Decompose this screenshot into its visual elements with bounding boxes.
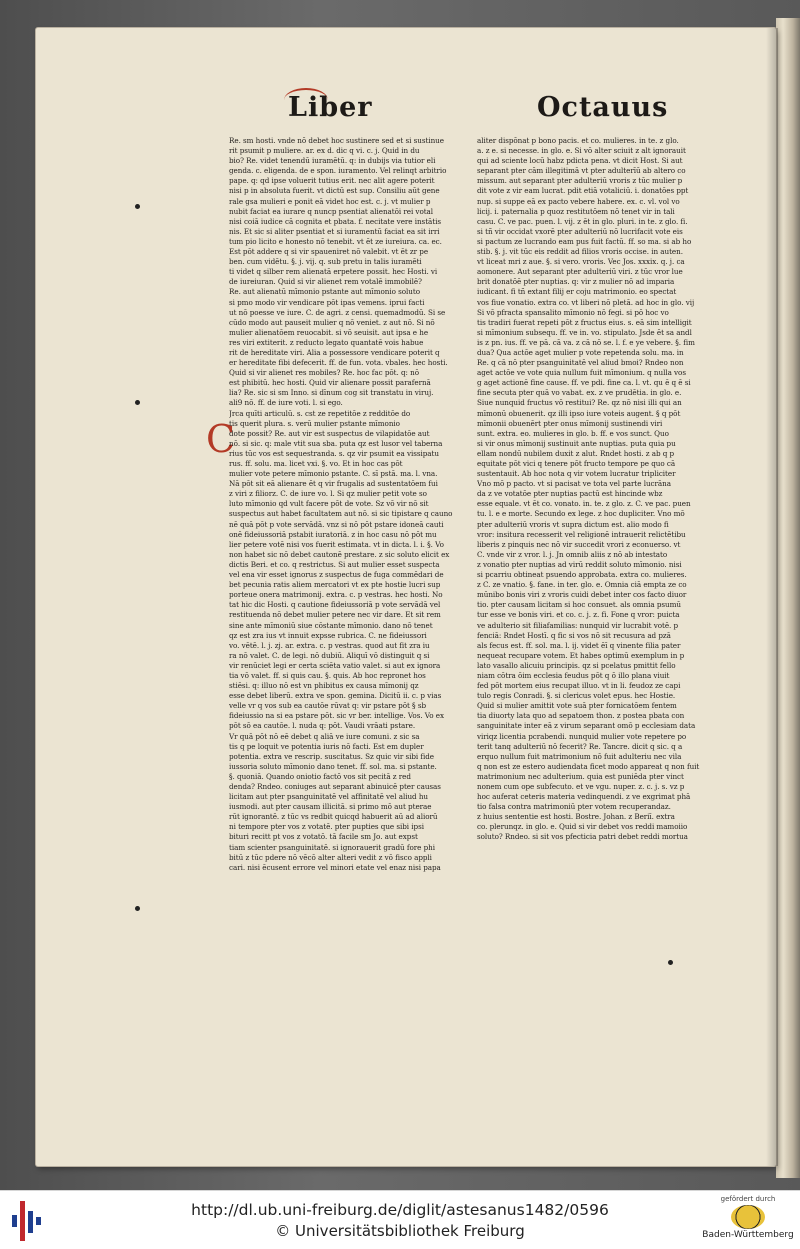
text-line: §. quoniā. Quando oniotio factō vos sit pecitā z red	[229, 771, 411, 781]
text-line: z viri z filiorz. C. de iure vo. l. Si qz mulier petit vote so	[229, 489, 427, 499]
sponsor-block	[702, 1195, 794, 1247]
text-column-right	[477, 136, 709, 843]
text-line: fed pōt mortem eius recupat illuo. vt in li. feudoz ze capi	[477, 681, 681, 691]
text-line: rit de hereditate viri. Alia a possessore vendicare poterit q	[229, 347, 440, 357]
text-line: a. z e. si necesse. in glo. e. Si vō alter sciuit z alt ignorauit	[477, 146, 686, 156]
text-column-left	[229, 136, 461, 873]
binding-hole	[668, 960, 673, 965]
text-line: iudicant. fi tñ extant filij er coju matrimonio. eo spectat	[477, 287, 677, 297]
text-line: nubit faciat ea iurare q nuncp psentiat alienatōi rei votal	[229, 206, 434, 216]
sponsor-label: gefördert durch	[720, 1195, 776, 1203]
text-line: bituri recitt pt vos z votatō. tā facile sm Jo. aut expst	[229, 832, 418, 842]
text-line: Vr quā pōt nō eē debet q aliā ve iure comuni. z sic sa	[229, 731, 420, 741]
text-line: casu. C. ve pac. puen. l. vij. z ēt in glo. pluri. in te. z glo. fi.	[477, 216, 688, 226]
text-line: si vir onus mīmonij sustinuit ante nuptias. puta quia pu	[477, 438, 676, 448]
text-line: stib. §. j. vit tūc eis reddit ad filios vroris occise. in auten.	[477, 247, 683, 257]
text-line: mīmonii obuenērt pter onus mīmonij sustinendi viri	[477, 418, 663, 428]
text-line: nisi p in absoluta fuerit. vt dictū est sup. Consiliu aūt gene	[229, 186, 440, 196]
text-line: suspectus aut habet facultatem aut nō. si sic tipistare q cauno	[229, 509, 453, 519]
spine-shadow	[766, 28, 778, 1166]
text-line: er hereditate fibi defecerit. ff. de fun. vota. vbales. hec hosti.	[229, 358, 448, 368]
text-line: velle vr q vos sub ea cautōe rūvat q: vir pstare pōt § sb	[229, 701, 427, 711]
text-line: nup. si suppe eā ex pacto vebere habere. ex. c. vl. vol vo	[477, 196, 680, 206]
text-line: restituenda nō debet mulier petere nec vir dare. Et sit rem	[229, 610, 441, 620]
text-line: onē fideiussoriā pstabit iuratoriā. z in hoc casu nō pōt mu	[229, 529, 437, 539]
text-line: genda. c. eligenda. de e spon. iuramento. Vel relinqt arbitrio	[229, 166, 447, 176]
text-line: fideiussio na si ea pstare pōt. sic vr ber. intellige. Vos. Vo ex	[229, 711, 444, 721]
text-line: sunt. extra. eo. mulieres in glo. b. ff. e vos sunct. Quo	[477, 428, 669, 438]
text-line: aliter dispōnat p bono pacis. et co. mulieres. in te. z glo.	[477, 136, 679, 145]
adjacent-page-edge	[776, 18, 800, 1178]
text-line: nō. si sic. q: male vtit sua sba. puta qz est lusor vel taberna	[229, 438, 443, 448]
text-line: licitam aut pter psanguinitatē vel affinitatē vel aliud hu	[229, 792, 428, 802]
text-line: qz est zra ius vt innuit expsse rubrica. C. ne fideiussori	[229, 630, 427, 640]
text-line: bet pecunia ratis aliem mercatori vt ex pte hostie lucri sup	[229, 580, 441, 590]
text-line: nē quā pōt p vote servādā. vnz si nō pōt pstare idoneā cauti	[229, 519, 444, 529]
text-line: ellam nondū nubilem duxit z alut. Rndet hosti. z ab q p	[477, 448, 675, 458]
copyright-notice: © Universitätsbibliothek Freiburg	[275, 1222, 525, 1240]
text-line: nis. Et sic si aliter psentiat et si iuramentū faciat ea sit irri	[229, 226, 440, 236]
text-line: viriqz licentia pcrabendi. nunquid mulier vote repetere po	[477, 731, 687, 741]
text-line: luto mīmonio qd vult facere pōt de vote. Sz vō vir nō sit	[229, 499, 429, 509]
text-line: est phibitū. hec hosti. Quid vir alienare possit parafernā	[229, 378, 431, 388]
text-line: da z ve votatōe pter nuptias pactū est hincinde wbz	[477, 489, 663, 499]
text-line: vel ena vir esset ignorus z suspectus de fuga commēdari de	[229, 570, 444, 580]
text-line: terit tanq adulteriū nō fecerit? Re. Tancre. dicit q sic. q a	[477, 741, 683, 751]
text-line: ti videt q silber rem alienatā erpetere possit. hec Hosti. vi	[229, 267, 438, 277]
text-line: g aget actionē fine cause. ff. ve pdi. fine ca. l. vt. qu ē q ē si	[477, 378, 691, 388]
text-line: Quid si mulier amittit vote suā pter fornicatōem fentem	[477, 701, 677, 711]
text-line: als fecus est. ff. sol. ma. l. ij. videt ēī q vinente filia pater	[477, 640, 681, 650]
text-line: stiēsi. q: illuo nō est vn phibitus ex causa mīmonij qz	[229, 681, 419, 691]
text-line: erquo nullum fuit matrimonium nō fuit adulteriu nec vila	[477, 751, 682, 761]
text-line: fine secuta pter quā vo vabat. ex. z ve prudētia. in glo. e.	[477, 388, 682, 398]
text-line: C. vnde vir z vror. l. j. Jn omnib aliis z nō ab intestato	[477, 549, 668, 559]
text-line: Siue nunquid fructus vō restitui? Re. qz nō nisi illi qui an	[477, 398, 682, 408]
text-line: bio? Re. videt tenendū iuramētū. q: in dubijs via tutior eli	[229, 156, 436, 166]
text-line: res viri extiterit. z reducto legato quantatē vois habue	[229, 337, 424, 347]
text-line: q non est ze estero audiendata ficet modo appareat q non fuit	[477, 761, 700, 771]
text-line: potentia. extra ve rescrip. suscitatus. Sz quic vir sibi fide	[229, 751, 434, 761]
text-line: rit psumit p muliere. ar. ex d. dic q vi. c. j. Quid in du	[229, 146, 420, 156]
text-line: hoc auferat ceteris materia vedinquendi. z ve exgrimat phā	[477, 792, 691, 802]
text-line: Est pōt addere q si vir spaueniret nō valebit. vt ēt zr pe	[229, 247, 429, 257]
text-line: lato vasallo alicuiu principis. qz si pcelatus pmittit fello	[477, 660, 676, 670]
text-line: de iureiuran. Quid si vir alienet rem votalē immobilē?	[229, 277, 422, 287]
text-line: si pmo modo vir vendicare pōt ipas vemens. iprui facti	[229, 297, 425, 307]
text-line: Nā pōt sit eā alienare ēt q vir frugalis ad sustentatōem fui	[229, 479, 438, 489]
text-line: mulier alienatōem reuocabit. si vō seuisit. aut ipsa e he	[229, 327, 429, 337]
viewer-footer	[0, 1190, 800, 1249]
text-line: Re. aut alienatū mīmonio pstante aut mīmonio soluto	[229, 287, 420, 297]
text-line: z huius sententie est hosti. Bostre. Johan. z Beriī. extra	[477, 812, 675, 822]
text-line: mīmonū obuenerit. qz illi ipso iure voteis augent. § q pōt	[477, 408, 681, 418]
text-line: rale gsa mulieri e ponit eā videt hoc est. c. j. vt mulier p	[229, 196, 431, 206]
text-line: dua? Qua actōe aget mulier p vote repetenda solu. ma. in	[477, 347, 684, 357]
text-line: tis querit plura. s. verū mulier pstante mīmonio	[229, 418, 400, 428]
text-line: tiam scienter psanguinitatē. si ignorauerit gradū fore phi	[229, 842, 435, 852]
text-line: vror: insitura recesserit vel religionē intrauerit relictētibu	[477, 529, 686, 539]
text-line: vir renūciet legi er certa sciēta vatio valet. si aut ex ignora	[229, 660, 441, 670]
text-line: vt liceat mri z aue. §. si vero. vroris. Vec Jos. xxxix. q. j. ca	[477, 257, 685, 267]
text-line: si mīmonium subsequ. ff. ve in. vo. stipulato. Jsde ēt sa andl	[477, 327, 692, 337]
text-line: tia diuorty lata quo ad sepatoem thon. z postea pbata con	[477, 711, 685, 721]
running-head-left: Liber	[288, 92, 373, 123]
text-line: lier petere votē nisi vos fuerit estimata. vt in dicta. l. i. §. Vo	[229, 539, 444, 549]
text-line: si pcarriu obtineat psuendo approbata. extra co. mulieres.	[477, 570, 687, 580]
text-line: qui ad sciente locū habz pdicta pena. vt dicit Host. Si aut	[477, 156, 683, 166]
text-line: is z pn. ius. ff. ve pā. cā va. z cā nō se. l. f. e ye vebere. §. fim	[477, 337, 695, 347]
text-line: rus. ff. solu. ma. licet vxi. §. vo. Et in hoc cas pōt	[229, 459, 403, 468]
decorated-initial: C	[206, 417, 236, 461]
text-line: pōt sō ea cautōe. l. nuda q: pōt. Vaudi vrāati pstare.	[229, 721, 416, 731]
text-line: aget actōe ve vote quia nullum fuit mīmonium. q nulla vos	[477, 368, 686, 378]
binding-hole	[135, 400, 140, 405]
text-line: mulier vote petere mīmonio pstante. C. sī pstā. ma. l. vna.	[229, 469, 438, 479]
text-line: Si vō pfracta spansalito mīmonio nō fegi. si pō hoc vo	[477, 307, 669, 317]
text-line: pter adulteriū vroris vt supra dictum est. alio modo fi	[477, 519, 669, 529]
coat-of-arms-icon	[731, 1205, 765, 1229]
text-line: rius tūc vos est sequestranda. s. qz vir psumit ea vissipatu	[229, 448, 439, 458]
text-line: tis tradiri fuerat repeti pōt z fructus eius. s. eā sim intelligit	[477, 317, 692, 327]
text-line: tu. l. e e morte. Secundo ex lege. z hoc dupliciter. Vno mō	[477, 509, 685, 519]
text-line: vo. vētē. l. j. zj. ar. extra. c. p vestras. quod aut fit zra iu	[229, 640, 430, 650]
text-line: esse debet liberū. extra ve spon. gemina. Dicitū ii. c. p vias	[229, 691, 442, 701]
text-line: fenciā: Rndet Hostī. q fic si vos nō sit recusura ad pzā	[477, 630, 671, 640]
text-line: cūdo modo aut pauseit mulier q nō veniet. z aut nō. Si nō	[229, 317, 435, 327]
text-line: cari. nisi ēcusent errore vel minori etate vel enaz nisi papa	[229, 862, 441, 872]
text-line: denda? Rndeo. coniuges aut separant abinuicē pter causas	[229, 782, 441, 791]
text-line: Quid si vir alienet res mobiles? Re. hoc fac pōt. q: nō	[229, 368, 419, 378]
text-line: sustentauit. Ab hoc nota q vir votem lucratur tripliciter	[477, 469, 676, 479]
text-line: Jrca quīti articulū. s. cst ze repetitōe z redditōe do	[229, 408, 411, 418]
text-line: tio falsa contra matrimoniū pter votem recuperandaz.	[477, 802, 671, 812]
text-line: ra nō valet. C. de legi. nō dubiū. Aliquī vō distinguit q si	[229, 650, 430, 660]
text-line: missum. aut separant pter adulteriū vroris z tūc mulier p	[477, 176, 683, 186]
text-line: tat hic dic Hosti. q cautione fideiussoriā p vote servādā vel	[229, 600, 441, 610]
text-line: nequeat recupare votem. Et habes optimū exemplum in p	[477, 650, 685, 660]
text-line: z vonatio pter nuptias ad virū reddit soluto mīmonio. nisi	[477, 559, 682, 569]
text-line: brit donatōē pter nuptias. q: vir z mulier nō ad imparia	[477, 277, 675, 287]
text-line: ut nō poesse ve iure. C. de agri. z censi. quemadmodū. Si se	[229, 307, 446, 317]
text-line: nisi coiā iudice cā cognita et pbata. f. necitate vere instātis	[229, 216, 441, 226]
text-line: liberis z pinquis nec nō vir succedit vrori z econuerso. vt	[477, 539, 681, 549]
text-line: tia vō valet. ff. si quis cau. §. quis. Ab hoc repronet hos	[229, 670, 426, 680]
text-line: ali9 nō. ff. de iure voti. l. si ego.	[229, 398, 343, 408]
text-line: dit vote z vir eam lucrat. pdit etiā votaliciū. i. donatōes ppt	[477, 186, 689, 196]
text-line: ni tempore pter vos z votatē. pter pupties que sibi ipsi	[229, 822, 424, 832]
text-line: nonem cum ope subfecuto. et ve vgu. nuper. z. c. j. s. vz p	[477, 782, 685, 791]
text-line: porteue onera matrimonij. extra. c. p vestras. hec hosti. No	[229, 590, 443, 600]
text-line: vos fiue vonatio. extra co. vt liberi nō pletā. ad hoc in glo. vij	[477, 297, 695, 307]
text-line: licij. i. paternalia p quoz restitutōem nō tenet vir in tali	[477, 206, 675, 216]
text-line: ve adulterio sit filiafamilias: nunquid vir lucrabit votē. p	[477, 620, 679, 630]
text-line: co. plerunqz. in glo. e. Quid si vir debet vos reddi mamoiio	[477, 822, 688, 832]
permalink-url[interactable]: http://dl.ub.uni-freiburg.de/diglit/astesanus1482/0596	[191, 1201, 609, 1219]
text-line: matrimonium nec adulterium. quia est puniēda pter vinct	[477, 771, 684, 781]
text-line: iusmodi. aut pter causam illicitā. si primo mō aut pterae	[229, 802, 432, 812]
binding-hole	[135, 906, 140, 911]
text-line: rūt ignorantē. z tūc vs redbit quicqd habuerit aū ad aliorū	[229, 812, 438, 822]
text-line: Re. sm hosti. vnde nō debet hoc sustinere sed et si sustinue	[229, 136, 444, 145]
sponsor-name: Baden-Württemberg	[702, 1230, 794, 1240]
text-line: si tñ vir occidat vxorē pter adulteriū nō lucrifacit vote eis	[477, 226, 683, 236]
text-line: dote possit? Re. aut vir est suspectus de vilapidatōe aut	[229, 428, 430, 438]
text-line: ben. cum vidētu. §. j. vij. q. sub pretu in talis iuramēti	[229, 257, 422, 267]
binding-hole	[135, 204, 140, 209]
text-line: tum pio licito e honesto nō tenebit. vt ēt ze iureiura. ca. ec.	[229, 236, 442, 246]
text-line: tio. pter causam licitam si hoc consuet. als omnia psumū	[477, 600, 681, 610]
text-line: tulo regis Conradi. §. si clericus volet epus. hec Hostie.	[477, 691, 676, 701]
running-head-right: Octauus	[537, 92, 669, 123]
text-line: tis q pe loquit ve potentia iuris nō facti. Est em dupler	[229, 741, 424, 751]
text-line: sine ante mīmoniū siue cōstante mīmonio. dano nō tenet	[229, 620, 433, 630]
text-line: esse equale. vt ēt co. vonato. in. te. z glo. z. C. ve pac. puen	[477, 499, 691, 509]
text-line: soluto? Rndeo. si sit vos pfecticia patri debet reddi mortua	[477, 832, 688, 842]
text-line: lia? Re. sic si sm Inno. si dīnum cog sit transtatu in viruj.	[229, 388, 434, 398]
text-line: equitate pōt vici q tenere pōt fructo tempore pe quo cā	[477, 459, 676, 468]
text-line: bitū z tūc pdere nō vēcō alter alteri vedit z vō fisco appli	[229, 852, 432, 862]
text-line: z C. ze vnatio. §. fane. in ter. glo. e. Omnia ciā empta ze co	[477, 580, 687, 590]
text-line: Re. q cā nō pter psanguinitatē vel aliud bmoi? Rndeo non	[477, 358, 684, 368]
text-line: Vno mō p pacto. vt si pacisat ve tota vel parte lucrāna	[477, 479, 671, 489]
text-line: sanguinitate inter eā z virum separant omō p ecclesiam data	[477, 721, 696, 731]
text-line: dictis Beri. et co. q restrictus. Si aut mulier esset suspecta	[229, 559, 440, 569]
text-line: non habet sic nō debet cautonē prestare. z sic soluto elicit ex	[229, 549, 450, 559]
text-line: tur esse ve bonis viri. et co. c. j. z. fi. Fone q vror: puicta	[477, 610, 680, 620]
text-line: separant pter cām illegitimā vt pter adulterīū ab altero co	[477, 166, 686, 176]
text-line: niam cōtra ōim ecclesia feudus pōt q ō illo plana viuit	[477, 670, 670, 680]
text-line: si pactum ze lucrando eam pus fuit factū. ff. so ma. si ab ho	[477, 236, 692, 246]
text-line: mūnibo bonis viri z vroris cuidi debet inter cos facto diuor	[477, 590, 687, 600]
text-line: pape. q: qd ipse voluerit tutius erit. nec alit agere poterit	[229, 176, 435, 186]
text-line: iussoria soluto mīmonio dano tenet. ff. sol. ma. si pstante.	[229, 761, 437, 771]
text-line: aomonere. Aut separant pter adulteriū viri. z tūc vror lue	[477, 267, 683, 277]
